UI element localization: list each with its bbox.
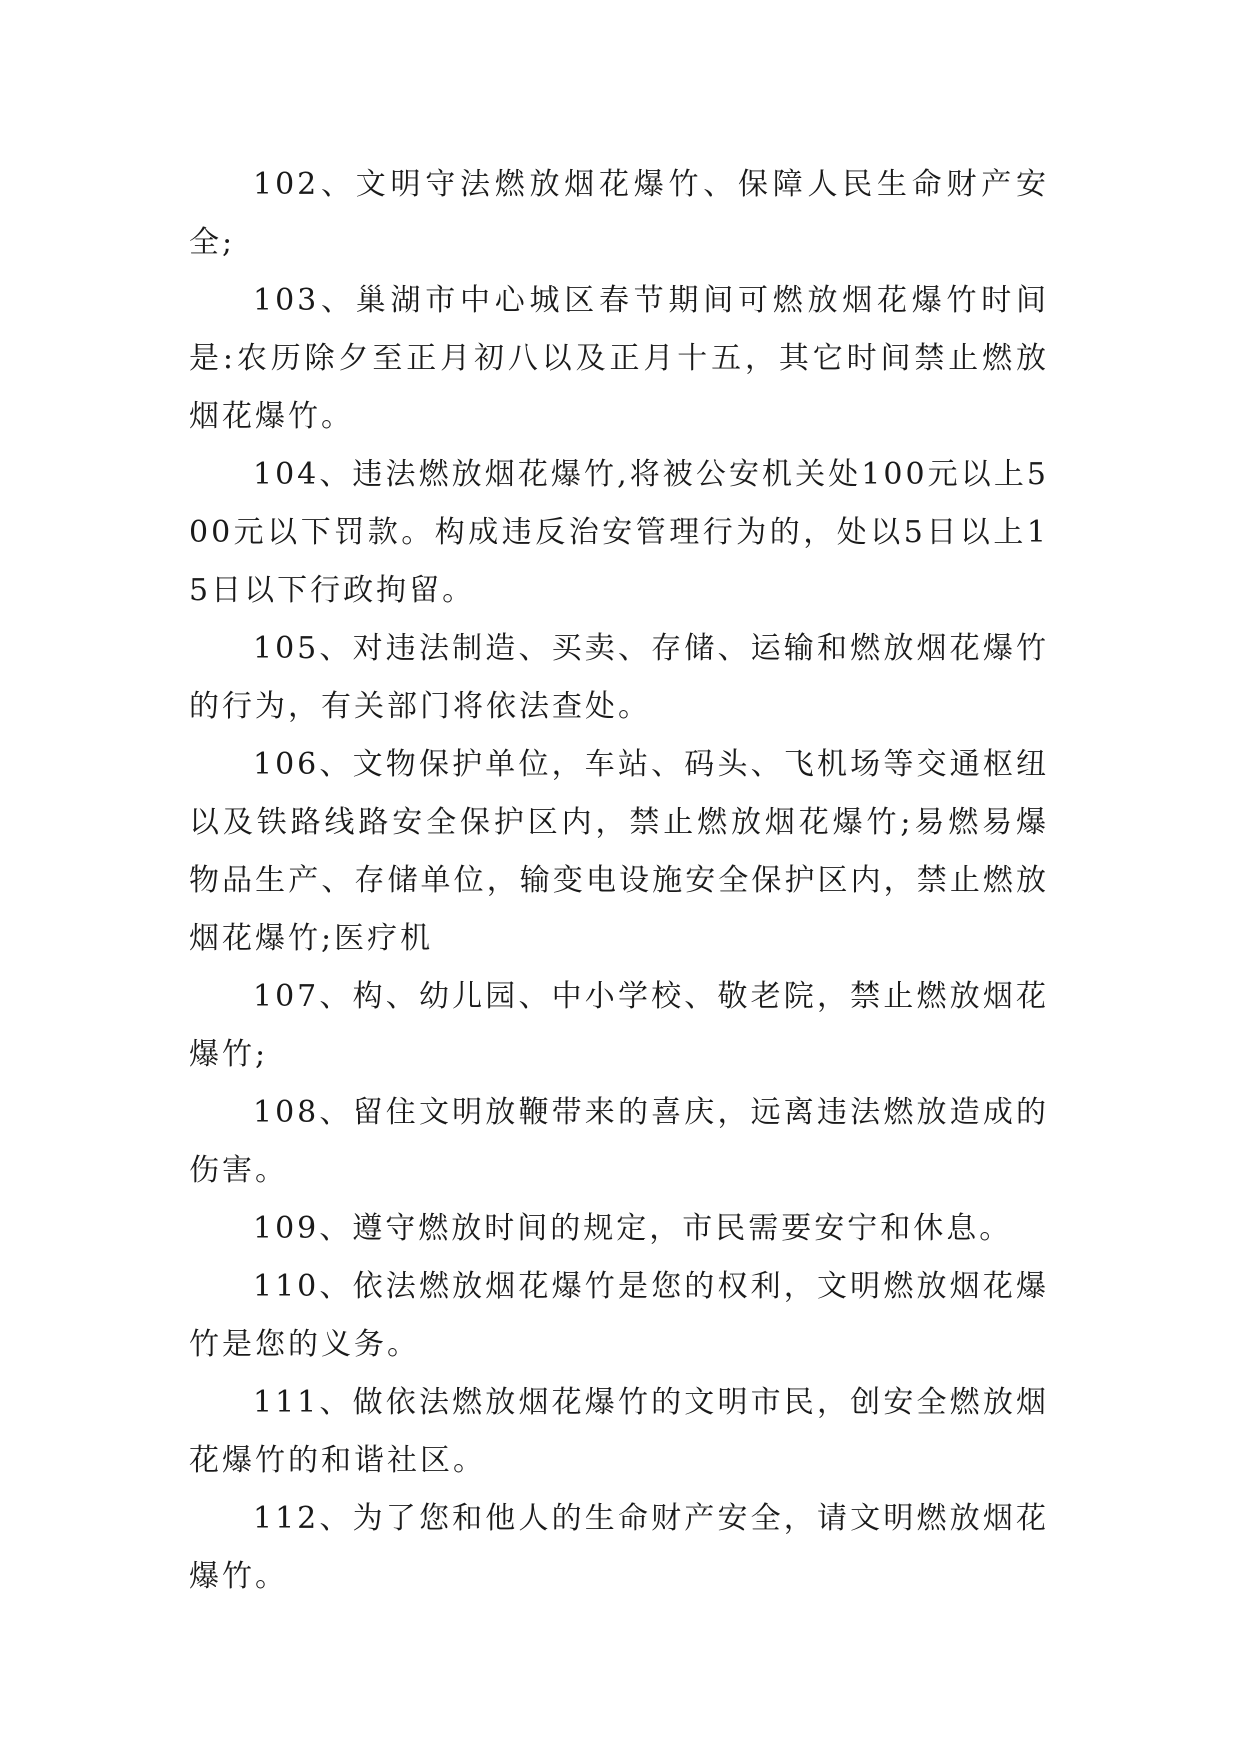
paragraph-107: 107、构、幼儿园、中小学校、敬老院，禁止燃放烟花爆竹;	[189, 979, 1049, 1072]
paragraph-108: 108、留住文明放鞭带来的喜庆，远离违法燃放造成的伤害。	[189, 1095, 1049, 1188]
paragraph-112: 112、为了您和他人的生命财产安全，请文明燃放烟花爆竹。	[189, 1501, 1049, 1594]
paragraph-103: 103、巢湖市中心城区春节期间可燃放烟花爆竹时间是:农历除夕至正月初八以及正月十五，其它时间禁止燃放烟花爆竹。	[189, 283, 1049, 434]
document-body	[189, 156, 1049, 1606]
paragraph-111: 111、做依法燃放烟花爆竹的文明市民，创安全燃放烟花爆竹的和谐社区。	[189, 1385, 1049, 1478]
paragraph-106: 106、文物保护单位，车站、码头、飞机场等交通枢纽以及铁路线路安全保护区内，禁止燃放烟花爆竹;易燃易爆物品生产、存储单位，输变电设施安全保护区内，禁止燃放烟花爆竹;医疗机	[189, 747, 1049, 956]
paragraph-102: 102、文明守法燃放烟花爆竹、保障人民生命财产安全;	[189, 167, 1049, 260]
paragraph-109: 109、遵守燃放时间的规定，市民需要安宁和休息。	[253, 1211, 1013, 1246]
paragraph-104: 104、违法燃放烟花爆竹,将被公安机关处100元以上500元以下罚款。构成违反治安管理行为的，处以5日以上15日以下行政拘留。	[189, 457, 1049, 608]
paragraph-110: 110、依法燃放烟花爆竹是您的权利，文明燃放烟花爆竹是您的义务。	[189, 1269, 1049, 1362]
paragraph-105: 105、对违法制造、买卖、存储、运输和燃放烟花爆竹的行为，有关部门将依法查处。	[189, 631, 1049, 724]
